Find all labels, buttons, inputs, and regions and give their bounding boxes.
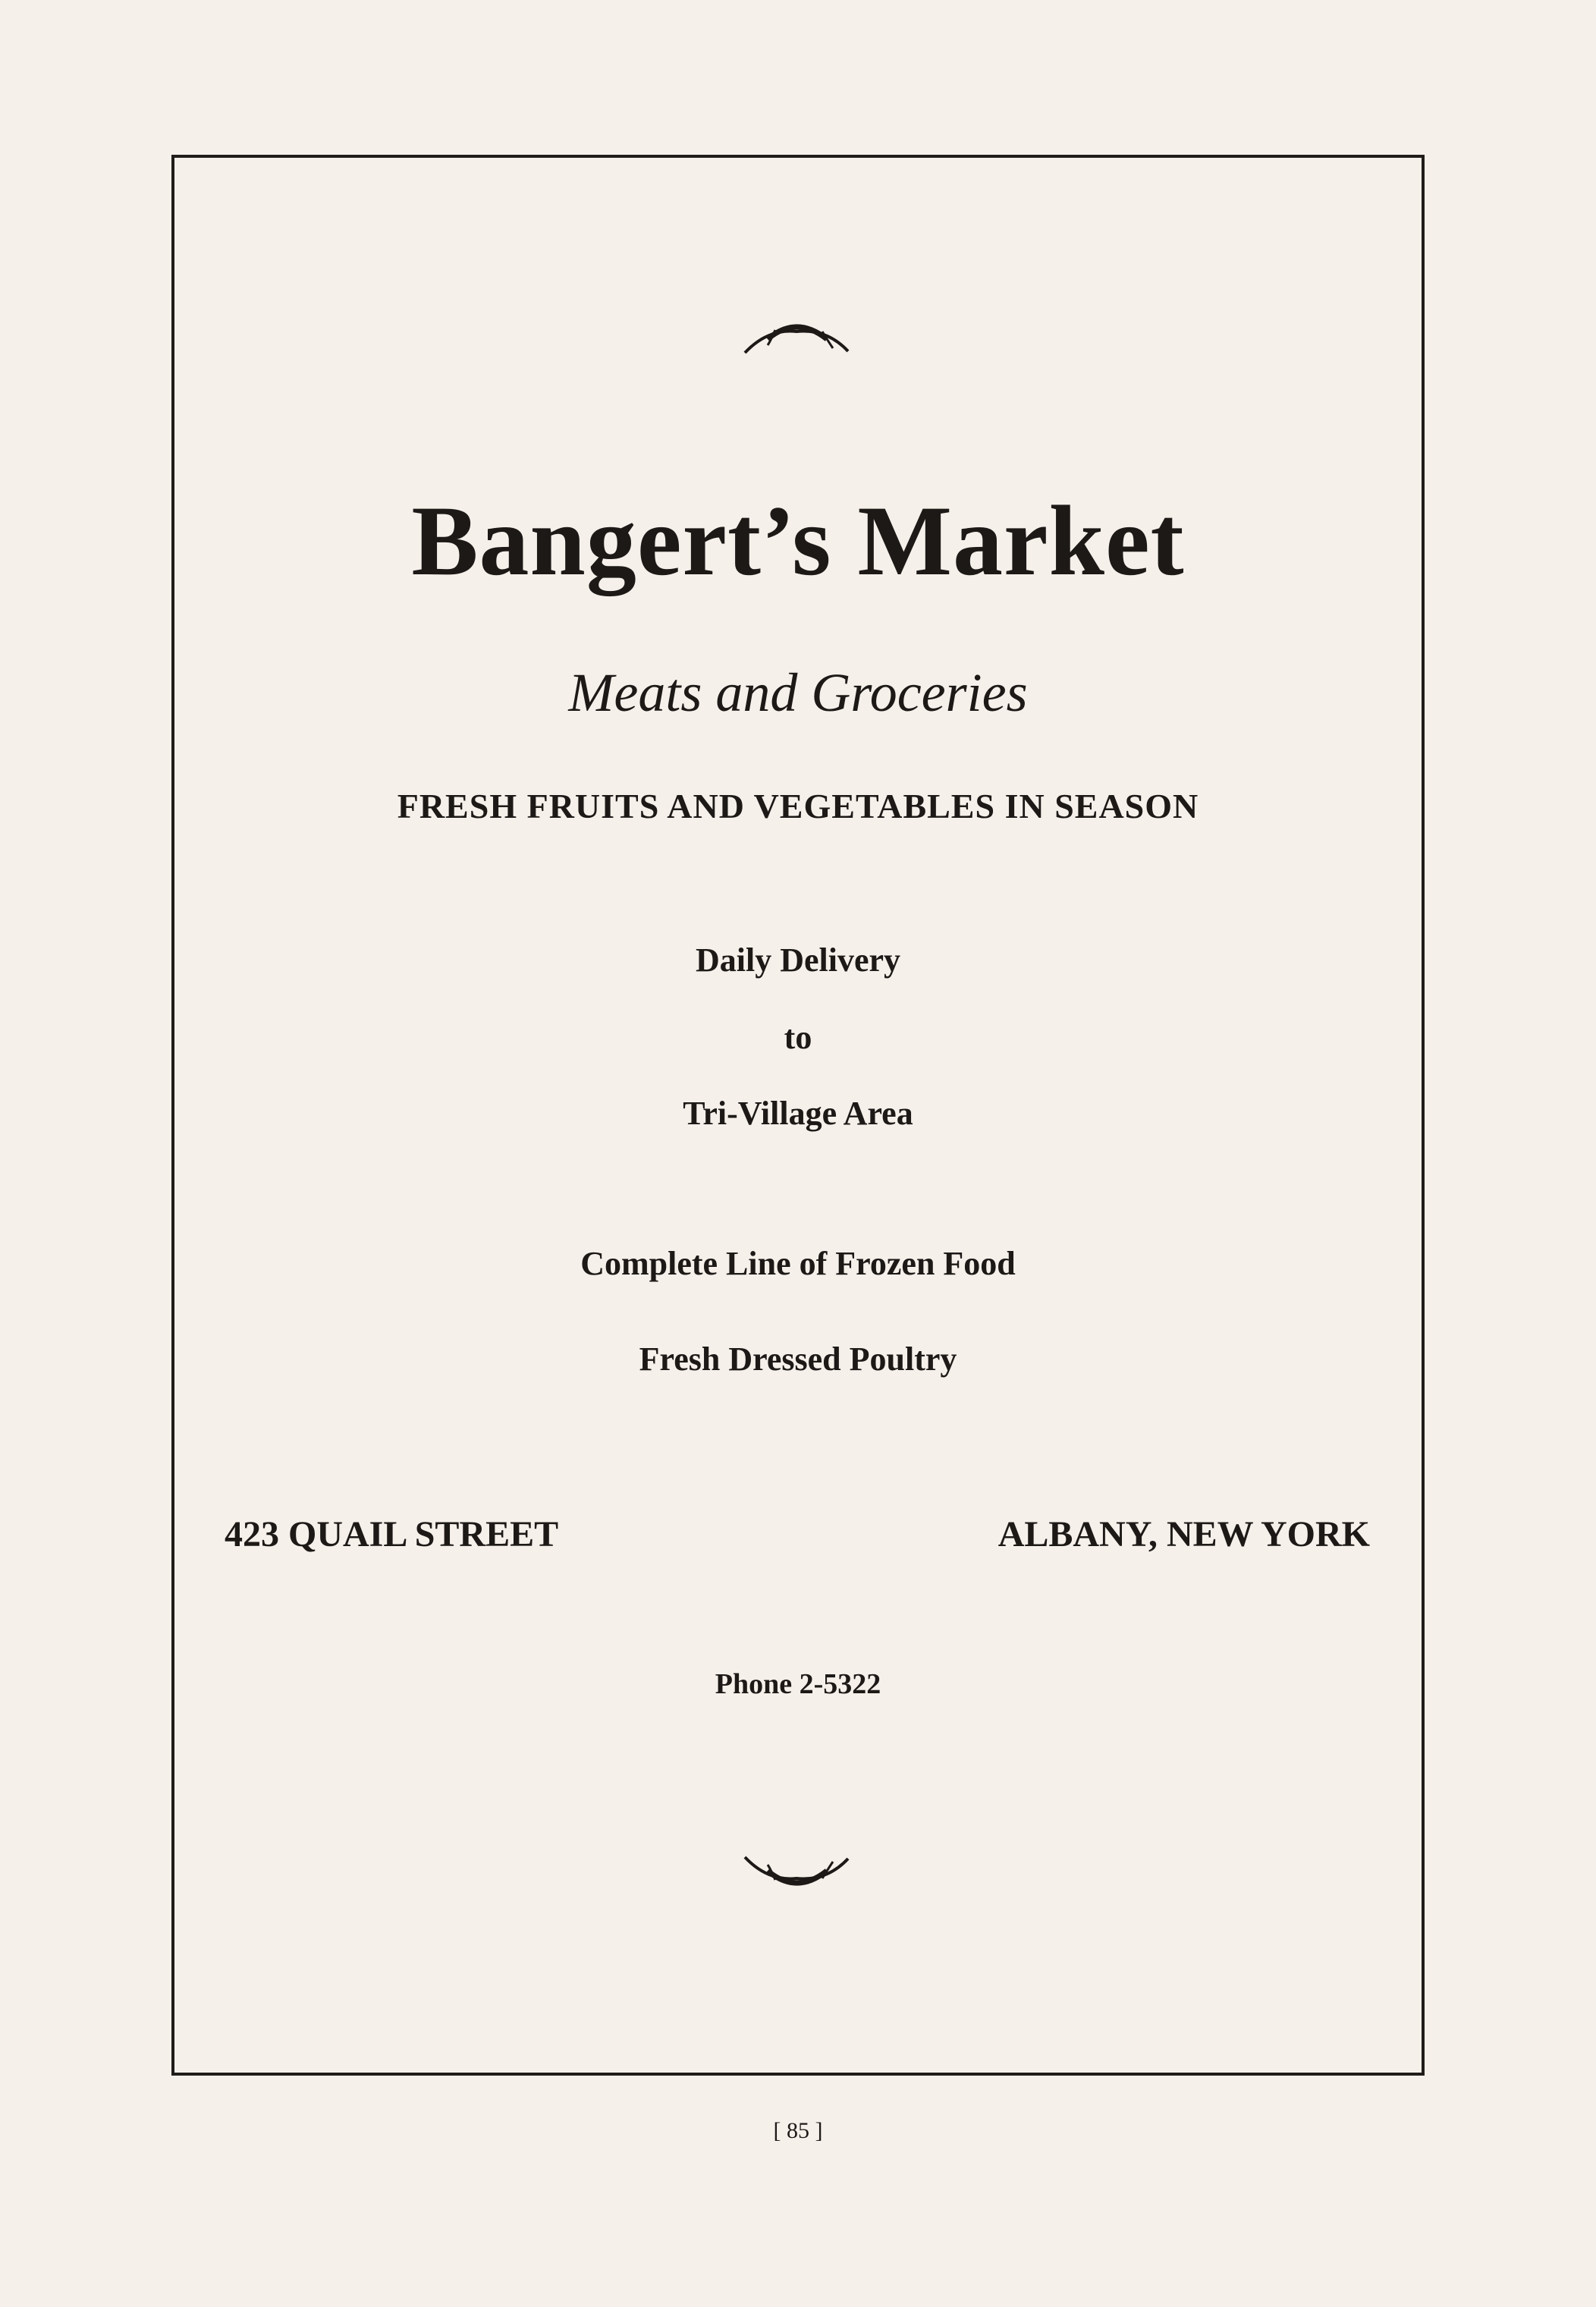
feature-frozen-food: Complete Line of Frozen Food bbox=[580, 1245, 1016, 1282]
store-name-heading: Bangert’s Market bbox=[411, 485, 1185, 596]
city-state: ALBANY, NEW YORK bbox=[998, 1514, 1370, 1554]
street-address: 423 QUAIL STREET bbox=[225, 1514, 559, 1554]
store-subtitle: Meats and Groceries bbox=[568, 662, 1028, 723]
feature-poultry: Fresh Dressed Poultry bbox=[639, 1341, 957, 1378]
produce-tagline: FRESH FRUITS AND VEGETABLES IN SEASON bbox=[397, 787, 1199, 825]
delivery-line-3: Tri-Village Area bbox=[683, 1095, 913, 1132]
delivery-line-2: to bbox=[784, 1019, 812, 1056]
delivery-line-1: Daily Delivery bbox=[695, 941, 901, 979]
phone-number: Phone 2-5322 bbox=[715, 1668, 881, 1700]
arch-flourish-icon bbox=[737, 307, 859, 360]
inverted-arch-flourish-icon bbox=[737, 1850, 859, 1903]
page-number: [ 85 ] bbox=[773, 2118, 823, 2143]
